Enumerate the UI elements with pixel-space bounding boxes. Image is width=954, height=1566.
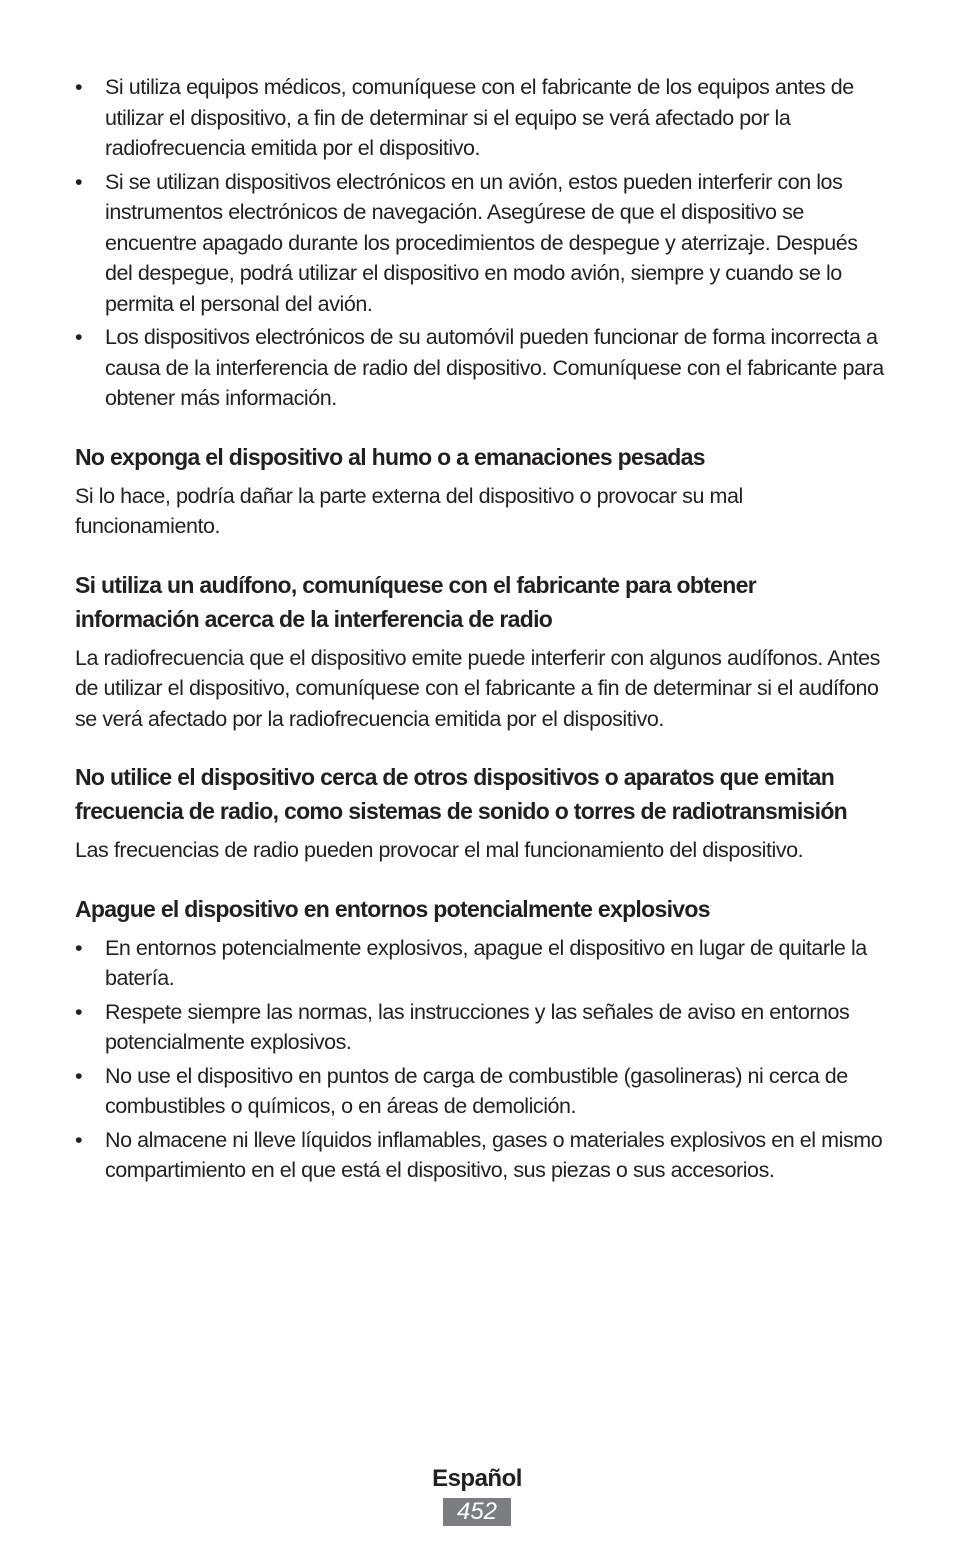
section-radio-devices (75, 760, 885, 866)
bullet-icon: • (75, 999, 83, 1024)
list-item-text: Si utiliza equipos médicos, comuníquese con el fabricante de los equipos antes de utilizar el dispositivo, a fin de determinar si el equipo se verá afectado por la radiofrecuencia emitida por el dispositivo. (105, 75, 854, 160)
section-heading: No exponga el dispositivo al humo o a emanaciones pesadas (75, 443, 705, 470)
section-hearing-aid (75, 568, 885, 735)
page-footer (0, 1462, 954, 1526)
section-explosive (75, 892, 885, 1186)
list-item (75, 933, 885, 994)
bullet-icon: • (75, 1063, 83, 1088)
page-number: 452 (443, 1498, 511, 1526)
list-item-text: No almacene ni lleve líquidos inflamables, gases o materiales explosivos en el mismo compartimiento en el que está el dispositivo, sus piezas o sus accesorios. (105, 1127, 883, 1182)
page-content (75, 72, 885, 1189)
list-item (75, 167, 885, 320)
bullet-icon: • (75, 325, 83, 349)
list-item-text: Si se utilizan dispositivos electrónicos en un avión, estos pueden interferir con los instrumentos electrónicos de navegación. Asegúrese de que el dispositivo se encuentre apagado durante los procedimientos de despegue y aterrizaje. Después del despegue, podrá utilizar el dispositivo en modo avión, siempre y cuando se lo permita el personal del avión. (105, 169, 858, 316)
bullet-icon: • (75, 935, 83, 960)
list-item (75, 997, 885, 1058)
bullet-icon: • (75, 1127, 83, 1152)
section-body: Si lo hace, podría dañar la parte externa del dispositivo o provocar su mal funcionamiento. (75, 483, 743, 538)
language-label: Español (432, 1465, 522, 1492)
list-item (75, 1125, 885, 1186)
bullet-icon: • (75, 75, 83, 99)
section-smoke (75, 440, 885, 542)
section-body: Las frecuencias de radio pueden provocar el mal funcionamiento del dispositivo. (75, 838, 804, 862)
section-heading: No utilice el dispositivo cerca de otros dispositivos o aparatos que emitan frecuencia de radio, como sistemas de sonido o torres de radiotransmisión (75, 764, 848, 824)
bullet-icon: • (75, 169, 83, 194)
list-item-text: Los dispositivos electrónicos de su automóvil pueden funcionar de forma incorrecta a causa de la interferencia de radio del dispositivo. Comuníquese con el fabricante para obtener más información. (105, 325, 884, 410)
list-item (75, 72, 885, 164)
list-item-text: En entornos potencialmente explosivos, apague el dispositivo en lugar de quitarle la batería. (105, 935, 867, 990)
list-item-text: Respete siempre las normas, las instrucciones y las señales de aviso en entornos potencialmente explosivos. (105, 999, 850, 1054)
explosive-bullet-list (75, 933, 885, 1186)
list-item (75, 322, 885, 414)
section-heading: Si utiliza un audífono, comuníquese con el fabricante para obtener información acerca de la interferencia de radio (75, 571, 756, 632)
section-heading: Apague el dispositivo en entornos potencialmente explosivos (75, 895, 710, 922)
section-body: La radiofrecuencia que el dispositivo emite puede interferir con algunos audífonos. Antes de utilizar el dispositivo, comuníquese con el fabricante a fin de determinar si el audífono se verá afectado por la radiofrecuencia emitida por el dispositivo. (75, 645, 880, 731)
list-item (75, 1061, 885, 1122)
intro-bullet-list (75, 72, 885, 414)
list-item-text: No use el dispositivo en puntos de carga de combustible (gasolineras) ni cerca de combustibles o químicos, o en áreas de demolición. (105, 1063, 848, 1118)
